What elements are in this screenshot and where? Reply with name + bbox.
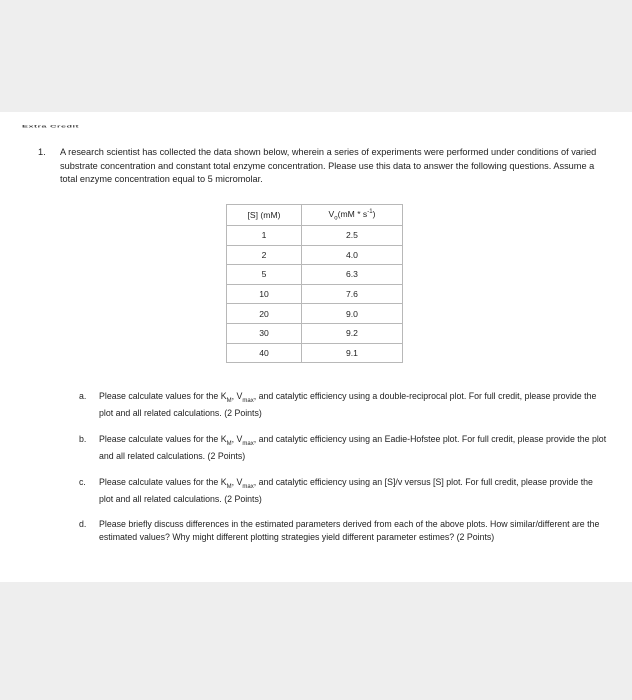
part-b: [79, 433, 609, 463]
table-row: [227, 284, 403, 304]
question-number: 1.: [38, 147, 46, 157]
cell-substrate: 2: [227, 245, 302, 265]
table-row: [227, 245, 403, 265]
part-letter: d.: [79, 519, 87, 530]
part-letter: c.: [79, 476, 86, 487]
part-d: [79, 518, 609, 543]
cell-substrate: 1: [227, 226, 302, 246]
document-page: [0, 112, 632, 582]
cell-substrate: 20: [227, 304, 302, 324]
table-row: [227, 343, 403, 363]
part-text: Please calculate values for the $K_M$, $V_{max}$, and catalytic efficiency using a double-reciprocal plot. For full credit, please provide the plot and all related calculations. (2 Points): [99, 391, 597, 419]
part-c: [79, 476, 609, 506]
part-text: Please calculate values for the $K_M$, $V_{max}$, and catalytic efficiency using an [S]/v versus [S] plot. For full credit, please provide the plot and all related calculations. (2 Points): [99, 476, 593, 504]
table-row: [227, 265, 403, 285]
table-row: [227, 304, 403, 324]
question-1: [38, 146, 598, 187]
cell-velocity: 7.6: [302, 284, 403, 304]
part-letter: a.: [79, 391, 87, 401]
cell-substrate: 30: [227, 323, 302, 343]
header-substrate: [S] (mM): [227, 205, 302, 226]
part-text: Please briefly discuss differences in the estimated parameters derived from each of the above plots. How similar/different are the estimated values? Why might different plotting strategies yield different parameter estimes? (2 Points): [99, 519, 600, 542]
table-row: [227, 323, 403, 343]
cell-velocity: 6.3: [302, 265, 403, 285]
header-velocity: $V_o(mM * s^{-1})$: [302, 205, 403, 226]
question-parts: [79, 390, 609, 556]
table-header-row: [227, 205, 403, 226]
part-text: Please calculate values for the $K_M$, $V_{max}$, and catalytic efficiency using an Eadie-Hofstee plot. For full credit, please provide the plot and all related calculations. (2 Points): [99, 433, 607, 461]
section-heading: Extra Credit: [22, 124, 80, 129]
table-row: [227, 226, 403, 246]
part-letter: b.: [79, 433, 87, 444]
cell-velocity: 2.5: [302, 226, 403, 246]
question-text: A research scientist has collected the data shown below, wherein a series of experiments were performed under conditions of varied substrate concentration and constant total enzyme concentration. Please use this data to answer the following questions. Assume a total enzyme concentration equal to 5 micromolar.: [60, 147, 597, 184]
cell-velocity: 4.0: [302, 245, 403, 265]
data-table: [226, 204, 403, 363]
cell-velocity: 9.2: [302, 323, 403, 343]
cell-substrate: 40: [227, 343, 302, 363]
cell-substrate: 10: [227, 284, 302, 304]
part-a: [79, 390, 609, 420]
cell-velocity: 9.0: [302, 304, 403, 324]
cell-velocity: 9.1: [302, 343, 403, 363]
cell-substrate: 5: [227, 265, 302, 285]
